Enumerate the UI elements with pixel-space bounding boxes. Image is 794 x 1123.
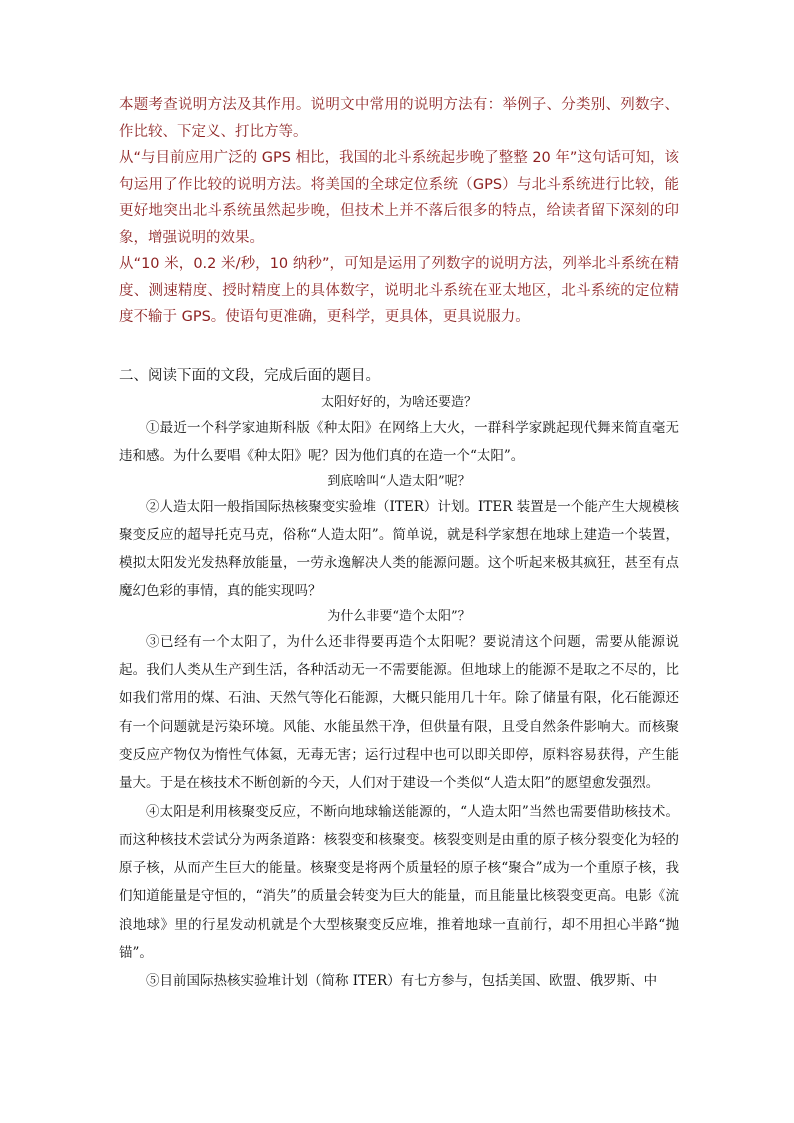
article-paragraph-2: ②人造太阳一般指国际热核聚变实验堆（ITER）计划。ITER 装置是一个能产生大规模核聚变反应的超导托克马克，俗称“人造太阳”。简单说，就是科学家想在地球上建造一个装置，模拟太阳发光发热释放能量，一劳永逸解决人类的能源问题。这个听起来极其疯狂，甚至有点魔幻色彩的事情，真的能实现吗？ (119, 498, 679, 600)
analysis-paragraph: 从“10 米，0.2 米/秒，10 纳秒”，可知是运用了列数字的说明方法，列举北斗系统在精度、测速精度、授时精度上的具体数字，说明北斗系统在亚太地区，北斗系统的定位精度不输于 GPS。使语句更准确，更科学，更具体，更具说服力。 (119, 256, 679, 325)
analysis-paragraph: 本题考查说明方法及其作用。说明文中常用的说明方法有：举例子、分类别、列数字、作比较、下定义、打比方等。 (119, 97, 679, 140)
reading-article (119, 392, 679, 996)
article-title: 太阳好好的，为啥还要造？ (320, 395, 477, 410)
section-heading: 二、阅读下面的文段，完成后面的题目。 (119, 368, 380, 384)
article-subheading-1: 到底啥叫“人造太阳”呢？ (327, 473, 471, 489)
article-paragraph-4: ④太阳是利用核聚变反应，不断向地球输送能源的，“人造太阳”当然也需要借助核技术。而这种核技术尝试分为两条道路：核裂变和核聚变。核裂变则是由重的原子核分裂变化为轻的原子核，从而产生巨大的能量。核聚变是将两个质量轻的原子核“聚合”成为一个重原子核，我们知道能量是守恒的，“消失”的质量会转变为巨大的能量，而且能量比核裂变更高。电影《流浪地球》里的行星发动机就是个大型核聚变反应堆，推着地球一直前行，却不用担心半路“抛锚”。 (119, 803, 679, 962)
article-subheading-2: 为什么非要“造个太阳”？ (327, 608, 471, 624)
analysis-paragraph: 从“与目前应用广泛的 GPS 相比，我国的北斗系统起步晚了整整 20 年”这句话可知，该句运用了作比较的说明方法。将美国的全球定位系统（GPS）与北斗系统进行比较，能更好地突出北斗系统虽然起步晚，但技术上并不落后很多的特点，给读者留下深刻的印象，增强说明的效果。 (119, 150, 679, 246)
article-paragraph-3: ③已经有一个太阳了，为什么还非得要再造个太阳呢？要说清这个问题，需要从能源说起。我们人类从生产到生活，各种活动无一不需要能源。但地球上的能源不是取之不尽的，比如我们常用的煤、石油、天然气等化石能源，大概只能用几十年。除了储量有限，化石能源还有一个问题就是污染环境。风能、水能虽然干净，但供量有限，且受自然条件影响大。而核聚变反应产物仅为惰性气体氦，无毒无害；运行过程中也可以即关即停，原料容易获得，产生能量大。于是在核技术不断创新的今天，人们对于建设一个类似“人造太阳”的愿望愈发强烈。 (119, 633, 679, 792)
article-paragraph-5: ⑤目前国际热核实验堆计划（简称 ITER）有七方参与，包括美国、欧盟、俄罗斯、中 (146, 973, 658, 990)
article-paragraph-1: ①最近一个科学家迪斯科版《种太阳》在网络上大火，一群科学家跳起现代舞来简直毫无违和感。为什么要唱《种太阳》呢？因为他们真的在造一个“太阳”。 (119, 420, 679, 465)
answer-analysis (119, 92, 679, 331)
